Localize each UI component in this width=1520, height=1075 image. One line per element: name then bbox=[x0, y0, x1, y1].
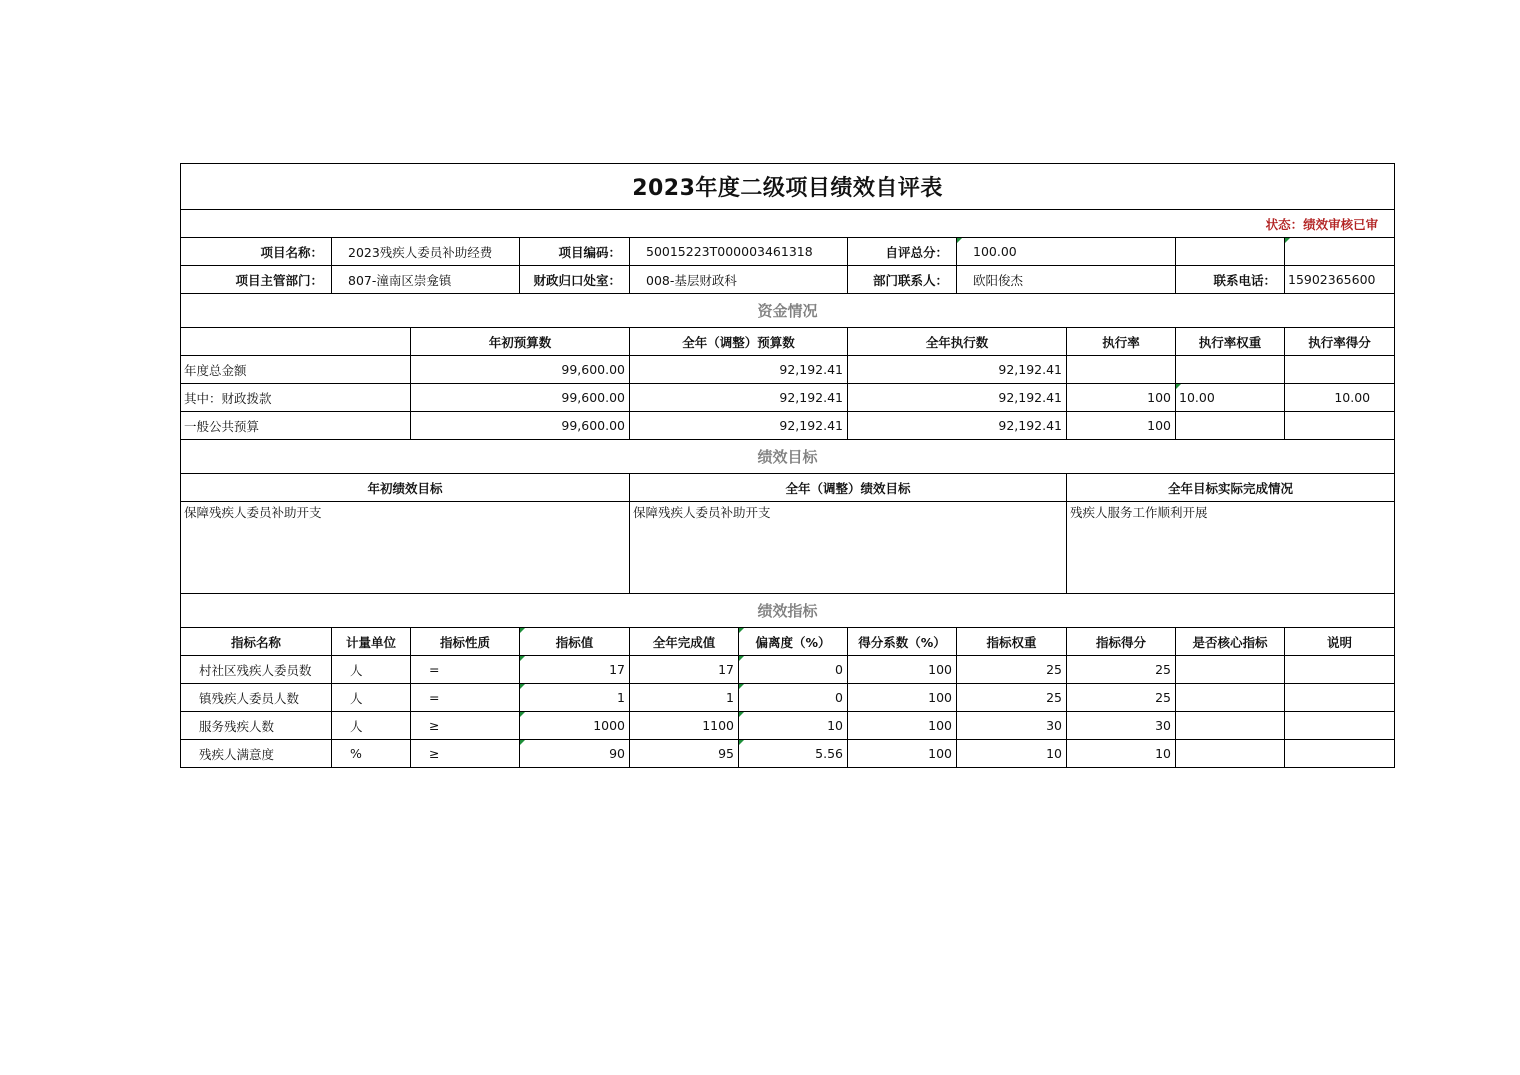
indicator-deviation: 10 bbox=[739, 712, 848, 740]
funds-row-label: 一般公共预算 bbox=[181, 412, 411, 440]
indicator-header: 指标权重 bbox=[957, 628, 1067, 656]
total-score-label: 自评总分： bbox=[848, 238, 957, 266]
indicator-core bbox=[1176, 684, 1285, 712]
funds-row-label: 年度总金额 bbox=[181, 356, 411, 384]
dept-label: 项目主管部门： bbox=[181, 266, 332, 294]
indicator-header: 得分系数（%） bbox=[848, 628, 957, 656]
indicator-name: 残疾人满意度 bbox=[181, 740, 332, 768]
funds-row bbox=[181, 412, 1395, 440]
indicator-name: 村社区残疾人委员数 bbox=[181, 656, 332, 684]
indicator-unit: 人 bbox=[332, 684, 411, 712]
info-row-1 bbox=[181, 238, 1395, 266]
indicator-note bbox=[1285, 684, 1395, 712]
indicator-weight: 30 bbox=[957, 712, 1067, 740]
indicator-header: 指标性质 bbox=[411, 628, 520, 656]
indicator-core bbox=[1176, 656, 1285, 684]
indicators-section-title: 绩效指标 bbox=[181, 594, 1395, 628]
funds-weight: 10.00 bbox=[1176, 384, 1285, 412]
project-code-value: 50015223T000003461318 bbox=[630, 238, 848, 266]
indicator-header: 偏离度（%） bbox=[739, 628, 848, 656]
project-code-label: 项目编码： bbox=[520, 238, 630, 266]
total-score-value: 100.00 bbox=[957, 238, 1176, 266]
funds-header-row bbox=[181, 328, 1395, 356]
indicator-deviation: 0 bbox=[739, 656, 848, 684]
contact-value: 欧阳俊杰 bbox=[957, 266, 1176, 294]
indicator-nature: = bbox=[411, 684, 520, 712]
funds-rate: 100 bbox=[1067, 412, 1176, 440]
goals-header: 年初绩效目标 bbox=[181, 474, 630, 502]
actual-completion: 残疾人服务工作顺利开展 bbox=[1067, 502, 1395, 594]
indicator-nature: ≥ bbox=[411, 740, 520, 768]
funds-executed: 92,192.41 bbox=[848, 384, 1067, 412]
project-name-label: 项目名称： bbox=[181, 238, 332, 266]
funds-header: 年初预算数 bbox=[411, 328, 630, 356]
funds-initial: 99,600.00 bbox=[411, 384, 630, 412]
indicator-header: 说明 bbox=[1285, 628, 1395, 656]
table-row bbox=[181, 712, 1395, 740]
indicator-target: 90 bbox=[520, 740, 630, 768]
funds-header: 全年（调整）预算数 bbox=[630, 328, 848, 356]
funds-executed: 92,192.41 bbox=[848, 356, 1067, 384]
funds-score bbox=[1285, 412, 1395, 440]
funds-rate bbox=[1067, 356, 1176, 384]
indicator-header: 指标名称 bbox=[181, 628, 332, 656]
indicator-nature: = bbox=[411, 656, 520, 684]
indicator-header: 指标值 bbox=[520, 628, 630, 656]
indicator-target: 1000 bbox=[520, 712, 630, 740]
indicator-coef: 100 bbox=[848, 740, 957, 768]
indicator-deviation: 0 bbox=[739, 684, 848, 712]
status-badge: 状态：绩效审核已审 bbox=[181, 210, 1395, 238]
indicator-score: 25 bbox=[1067, 656, 1176, 684]
table-row bbox=[181, 684, 1395, 712]
goals-header: 全年目标实际完成情况 bbox=[1067, 474, 1395, 502]
funds-weight bbox=[1176, 412, 1285, 440]
indicator-deviation: 5.56 bbox=[739, 740, 848, 768]
funds-adjusted: 92,192.41 bbox=[630, 384, 848, 412]
indicator-name: 镇残疾人委员人数 bbox=[181, 684, 332, 712]
funds-rate: 100 bbox=[1067, 384, 1176, 412]
funds-executed: 92,192.41 bbox=[848, 412, 1067, 440]
funds-header: 全年执行数 bbox=[848, 328, 1067, 356]
initial-goal: 保障残疾人委员补助开支 bbox=[181, 502, 630, 594]
funds-score bbox=[1285, 356, 1395, 384]
goals-header-row bbox=[181, 474, 1395, 502]
funds-initial: 99,600.00 bbox=[411, 356, 630, 384]
indicator-target: 1 bbox=[520, 684, 630, 712]
indicators-header-row bbox=[181, 628, 1395, 656]
indicator-actual: 17 bbox=[630, 656, 739, 684]
adjusted-goal: 保障残疾人委员补助开支 bbox=[630, 502, 1067, 594]
indicator-note bbox=[1285, 740, 1395, 768]
indicator-target: 17 bbox=[520, 656, 630, 684]
indicator-note bbox=[1285, 712, 1395, 740]
page-title: 2023年度二级项目绩效自评表 bbox=[181, 164, 1395, 210]
funds-weight bbox=[1176, 356, 1285, 384]
indicator-coef: 100 bbox=[848, 684, 957, 712]
goals-row bbox=[181, 502, 1395, 594]
indicator-weight: 10 bbox=[957, 740, 1067, 768]
funds-header: 执行率得分 bbox=[1285, 328, 1395, 356]
indicator-header: 指标得分 bbox=[1067, 628, 1176, 656]
table-row bbox=[181, 656, 1395, 684]
goals-section-title: 绩效目标 bbox=[181, 440, 1395, 474]
funds-initial: 99,600.00 bbox=[411, 412, 630, 440]
indicator-coef: 100 bbox=[848, 712, 957, 740]
finance-value: 008-基层财政科 bbox=[630, 266, 848, 294]
indicator-unit: 人 bbox=[332, 656, 411, 684]
phone-value: 15902365600 bbox=[1285, 266, 1395, 294]
indicator-score: 30 bbox=[1067, 712, 1176, 740]
funds-adjusted: 92,192.41 bbox=[630, 412, 848, 440]
contact-label: 部门联系人： bbox=[848, 266, 957, 294]
indicator-actual: 1100 bbox=[630, 712, 739, 740]
dept-value: 807-潼南区崇龛镇 bbox=[332, 266, 520, 294]
funds-row bbox=[181, 384, 1395, 412]
indicator-name: 服务残疾人数 bbox=[181, 712, 332, 740]
indicator-note bbox=[1285, 656, 1395, 684]
indicator-actual: 1 bbox=[630, 684, 739, 712]
project-name-value: 2023残疾人委员补助经费 bbox=[332, 238, 520, 266]
funds-score: 10.00 bbox=[1285, 384, 1395, 412]
indicator-core bbox=[1176, 712, 1285, 740]
goals-header: 全年（调整）绩效目标 bbox=[630, 474, 1067, 502]
funds-header: 执行率权重 bbox=[1176, 328, 1285, 356]
funds-section-title: 资金情况 bbox=[181, 294, 1395, 328]
indicator-weight: 25 bbox=[957, 656, 1067, 684]
indicator-weight: 25 bbox=[957, 684, 1067, 712]
table-row bbox=[181, 740, 1395, 768]
info-row-2 bbox=[181, 266, 1395, 294]
funds-header: 执行率 bbox=[1067, 328, 1176, 356]
indicator-score: 25 bbox=[1067, 684, 1176, 712]
indicator-score: 10 bbox=[1067, 740, 1176, 768]
indicator-core bbox=[1176, 740, 1285, 768]
indicator-unit: 人 bbox=[332, 712, 411, 740]
performance-evaluation-table bbox=[180, 163, 1395, 768]
finance-label: 财政归口处室： bbox=[520, 266, 630, 294]
empty-cell bbox=[181, 328, 411, 356]
empty-cell bbox=[1285, 238, 1395, 266]
indicator-unit: % bbox=[332, 740, 411, 768]
indicator-header: 计量单位 bbox=[332, 628, 411, 656]
indicator-actual: 95 bbox=[630, 740, 739, 768]
funds-adjusted: 92,192.41 bbox=[630, 356, 848, 384]
indicator-nature: ≥ bbox=[411, 712, 520, 740]
funds-row-label: 其中：财政拨款 bbox=[181, 384, 411, 412]
indicator-coef: 100 bbox=[848, 656, 957, 684]
funds-row bbox=[181, 356, 1395, 384]
indicator-header: 全年完成值 bbox=[630, 628, 739, 656]
phone-label: 联系电话： bbox=[1176, 266, 1285, 294]
empty-cell bbox=[1176, 238, 1285, 266]
indicator-header: 是否核心指标 bbox=[1176, 628, 1285, 656]
